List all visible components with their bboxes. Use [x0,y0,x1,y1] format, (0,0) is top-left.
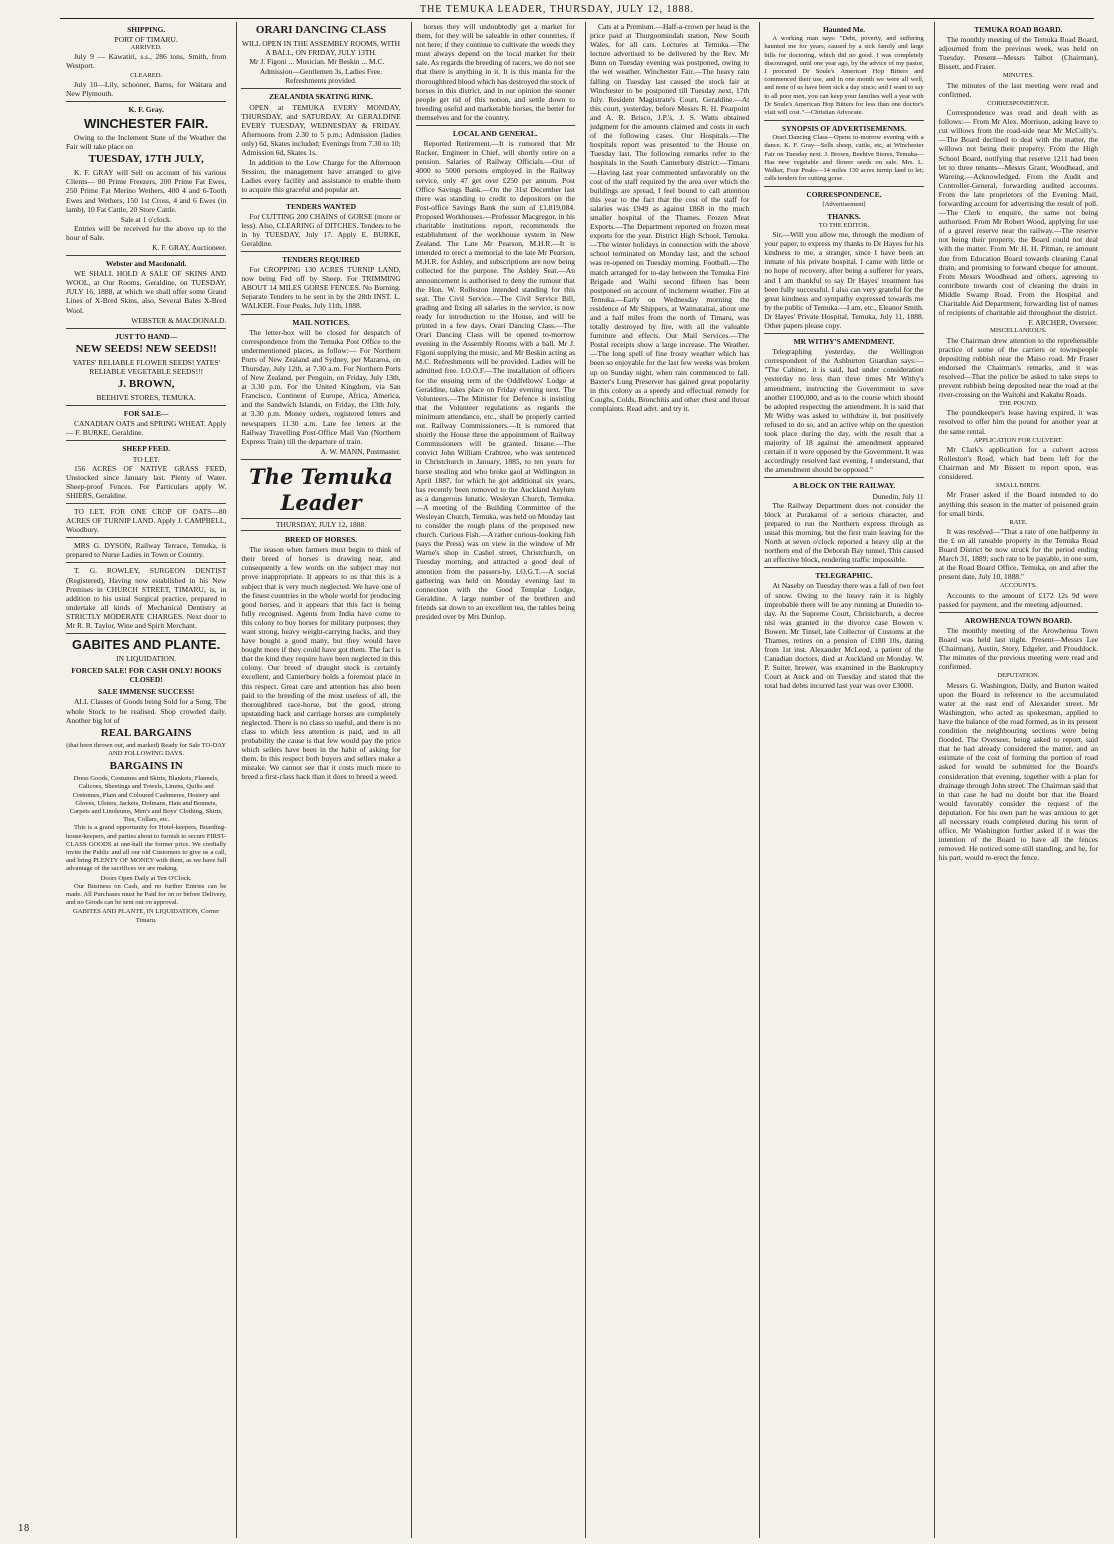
pound-heading: THE POUND. [998,400,1038,408]
telegraphic-body: At Naseby on Tuesday there was a fall of two feet of snow. Owing to the heavy rain it is highly improbable there will be any running at Dunedin to-day. At the Supreme Court, Christchurch, a decree nisi was granted in the divorce case Bowen v. Bowen. Mr Tinsel, late Collector of Customs at the Thames, retires on a pension of £180 10s, dating from 1st inst. Alexander McLeod, a patient of the Canadian doctors, died at Auckland on Monday. W. P. Suiter, brewer, was examined in the Bankruptcy Court at Auck and on Tuesday and stated that the total bad debts incurred last year was over £3000. [764,581,924,691]
winchester-entries: Entries will be received for the above up to the hour of Sale. [66,223,227,242]
brown-sub: BEEHIVE STORES, TEMUKA. [96,393,196,403]
dyson-body: MRS G. DYSON, Railway Terrace, Temuka, is prepared to Nurse Ladies in Town or Country. [66,541,227,560]
webster-body: WE SHALL HOLD A SALE OF SKINS AND WOOL, at Our Rooms, Geraldine, on TUESDAY, JULY 16, 1888, at which we shall offer some Grand Lines of X-Bred Skins, also, Several Bales X-Bred Wool. [66,269,227,315]
seeds-big: NEW SEEDS! NEW SEEDS!! [75,342,217,355]
winchester-heading: WINCHESTER FAIR. [84,116,209,132]
minutes-heading: MINUTES. [1002,72,1034,80]
rowley-body: T. G. ROWLEY, SURGEON DENTIST (Registered), Having now established in his New Premises in CHURCH STREET, TIMARU, is, in addition to his usual Surgical practice, prepared to undertake all kinds of Mechanical Dentistry at STRICTLY MODERATE CHARGES. Next door to Mr R. R. Taylor, Wine and Spirit Merchant. [66,566,227,630]
shipping-heading: SHIPPING. [127,25,166,34]
winchester-sign: K. F. GRAY, Auctioneer. [152,243,227,252]
breed-body: The season when farmers must begin to think of their breed of horses is drawing near, and consequently a few words on the subject may not prove inappropriate. It appears to us that this is a subject that is very much neglected. We have one of the finest countries in the whole world for producing good horses, and it appears that this fact is being fully recognised. Agents from India have come to this colony to buy horses for military purposes; they want strong, heavy weight-carrying backs, and they have bought a good many, but they would have bought more if they could have got them. The fact is that the kind they require have been neglected in this colony. Our breed of draught stock is certainly excellent, and Canterbury holds a foremost place in this respect. Great care and attention has also been paid to the breeding of the most useless of all, the thoroughbred race-horse, but the good, strong upstanding hack and carriage horses are completely neglected. There is no class so useful, and there is no class to which less attention is paid, and in all probability the cause is that few would pay the price which sellers have been in the habit of asking for them. In this respect both buyers and sellers make a mistake. We cannot see that it costs much more to breed a first-class hack than it does to breed a weed. [241,545,401,782]
arowhenua-heading: AROWHENUA TOWN BOARD. [964,615,1072,625]
arowhenua-body: The monthly meeting of the Arowhenua Town Board was held last night. Present—Messrs Lee (Chairman), Austin, Story, Edgeler, and Prouddock. The minutes of the previous meeting were read and confirmed. [938,625,1098,672]
winchester-body: K. F. GRAY will Sell on account of his various Clients— 80 Prime Freezers, 200 Prime Fat Ewes, 250 Prime Fat Merino Wethers, 400 4 and 6-Tooth Ewes and Wethers, 150 1st Cross, 4 and 6 Ewes (in lamb), 10 Fat Cattle, 20 Store Cattle. [66,168,227,214]
top-rule [60,18,1094,19]
issue-date: THURSDAY, JULY 12, 1888. [241,518,400,531]
zealandia-body: OPEN at TEMUKA EVERY MONDAY, THURSDAY, and SATURDAY. At GERALDINE EVERY TUESDAY, WEDNESDAY & FRIDAY. Afternoons from 2.30 to 5 p.m.; Admission (ladies only) 6d, Skates included; Evenings from 7.30 to 10; Admission 6d, Skates 1s. [241,102,401,158]
gray-heading: K. F. Gray. [128,104,164,114]
seeds-heading: JUST TO HAND— [115,331,178,341]
mail-body: The letter-box will be closed for despatch of correspondence from the Temuka Post Office to the undermentioned places, as follow:— For Northern Ports of New Zealand and Sydney, per Mararoa, on Thursday, July 12th, at 7.30 a.m. For Northern Ports of New Zealand, per Penguin, on Friday, July 13th, at 3.30 p.m. For the United Kingdom, via San Francisco, Continent of Europe, Africa, America, and the Sandwich Islands, on Friday, the 13th July, at 3.30 p.m. Money orders, registered letters and newspapers 11.30 a.m. Late fee letters at the Railway Travelling Post-Office Mail Van (Northern Express Train) till the departure of train. [241,327,401,446]
block-heading: A BLOCK ON THE RAILWAY. [792,481,896,491]
oats-body: CANADIAN OATS and SPRING WHEAT. Apply— F. BURKE, Geraldine. [66,419,227,438]
pound-body: The poundkeeper's lease having expired, it was resolved to offer him the pound for another year at the same rental. [938,408,1098,436]
advt-heading: [Advertisement] [822,200,866,208]
correspondence-heading: CORRESPONDENCE. [806,190,882,200]
gabites-sale: SALE IMMENSE SUCCESS! [98,687,195,697]
arrived-line: July 9 — Kawatiri, s.s., 286 tons, Smith, from Westport. [66,52,227,71]
haunted-heading: Haunted Me. [822,25,866,34]
thanks-to: TO THE EDITOR. [818,221,870,229]
sheep-let: TO LET. [132,454,160,464]
column-5 [759,22,927,1538]
local-continued: Cats at a Premium.—Half-a-crown per head is the price paid at Thurgoomindah station, New South Wales, for all cats. Lectures at Temuka.—The lecture advertised to be delivered by the Rev. Mr Bunn on Tuesday evening was postponed, owing to the wet weather. Winchester Fair.—The heavy rain falling on Tuesday last caused the stock fair at Winchester to be postponed till Tuesday next, 17th July. Resident Magistrate's Court, Geraldine.—At this court, yesterday, before Messrs R. H. Pearpoint and A. R. Brisco, J.P.'s, J. S. Watts obtained judgment for the amounts claimed and costs in each of the following cases. Our Hospitals.—The hospitals report was presented to the House on Tuesday last. The following remarks refer to the hospitals in the South Canterbury district:—Timaru—Having last year commented unfavorably on the cost of the staff required by the area over which the buildings are spread, I feel bound to call attention this year to the fact that the cost of the staff for salaries was £949 as against £868 in the much smaller hospital of the Thames. Frozen Meat Exports.—The Department reported on frozen meat exports for the year. District High School, Temuka.—The winter holidays in connection with the above school terminated on Monday last, and the school was re-opened on Tuesday morning. Football.—The match arranged for to-day between the Temuka Fire Brigade and Waihi second fifteen has been postponed on account of inclement weather. Fire at Temuka.—Early on Wednesday morning the residence of Mr Shippers, at Waimataitai, about one and a half miles from the north of Timaru, was totally destroyed by fire, with all the valuable furniture and effects. Our Mail Services.—The Postal receipts show a large increase. The Weather.—The long spell of fine frosty weather which has been so enjoyable for the last few weeks was broken up on Sunday night, when rain commenced to fall. Baxter's Lung Preserver has gained great popularity in this colony as a speedy and effectual remedy for Coughs, Colds, Bronchitis and other chest and throat complaints. Read advt. and try it. [589,22,750,413]
column-6 [934,22,1102,1538]
culvert-heading: APPLICATION FOR CULVERT. [973,436,1063,444]
deputation-heading: DEPUTATION. [997,672,1040,680]
gabites-terms: Our Business on Cash, and no further Entries can be made. All Purchases must be Paid for on or before Delivery, and no Goods can be sent out on approval. [66,882,227,907]
synopsis-heading: SYNOPSIS OF ADVERTISEMENMS. [781,124,907,134]
small-birds-body: Mr Fraser asked if the Board intended to do anything this season in the matter of poisoned grain for small birds. [938,490,1098,518]
sheep-body: 156 ACRES OF NATIVE GRASS FEED, Unstocked since January last. Plenty of Water. Sheep-proof Fences. For Particulars apply W. SHIERS, Geraldine. [66,463,227,500]
cleared-line: July 10—Lily, schooner, Barns, for Waitara and New Plymouth. [66,79,227,98]
synopsis-body: Orari Dancing Class—Opens to-morrow evening with a dance. K. F. Gray—Sells sheep, cattle, etc, at Winchester Fair on Tuesday next. J. Brown, Beehive Stores, Temuka—Has new vegetable and flower seeds on sale. Mrs. L. Walker, Four Peaks—14 miles 130 acres turnip land to let; calls tenders for cutting gorse. [764,134,924,183]
gabites-sign: GABITES AND PLANTE, IN LIQUIDATION, Corner Timaru. [73,908,220,924]
tenders1-body: For CUTTING 200 CHAINS of GORSE (more or less). Also, CLEARING of DITCHES. Tenders to be in by TUESDAY, July 17. Apply E. BURKE, Geraldine. [241,211,401,248]
rate-heading: RATE. [1009,518,1028,526]
brown-heading: J. BROWN, [117,378,175,391]
orari-refresh: Refreshments provided. [285,76,357,86]
orari-mr: Mr J. Figoni ... Musician. Mr Beskin ... M.C. [249,57,385,67]
tenders1-heading: TENDERS WANTED [285,201,357,211]
masthead: THE TEMUKA LEADER, THURSDAY, JULY 12, 1888. [419,4,695,15]
page-number: 18 [18,1524,30,1534]
gabites-doors: Doors Open Daily at Ten O'Clock. [100,874,192,882]
road-corr-body: Correspondence was read and dealt with as follows:— From Mr Alex. Morrison, asking leave to cut willows from the road-side near Mr McCully's.—The Board declined to deal with the matter, the willows not being their property. From the High School Board, notifying that reserve 1211 had been let to three tenants—Messrs Grant, Woodhead, and Wareing.—Acknowledged. From the Audit and Controller-General, forwarding audited accounts. From the late proprietors of the Evening Mail, forwarding account for advertising the result of poll.—The Clerk to enquire, the same not being authorised. From Mr Robert Wood, applying for use of a gravel reserve near the railway.—The reserve not being their property, the Board could not deal with the matter. From Mr H. H. Pitman, re amount due from Education Board towards cleaning Canal drain, and promising to forward cheque for amount. From Messrs Woodhead and others, agreeing to contribute towards cost of cleaning the drain in Middle Swamp Road. From the Hospital and Charitable Aid Department, forwarding list of names of recipients of charitable aid throughout the district. [938,108,1098,318]
withy-heading: MR WITHY'S AMENDMENT. [793,337,895,347]
oats-heading: FOR SALE— [123,409,169,419]
orari-body: WILL OPEN IN THE ASSEMBLY ROOMS, WITH A BALL, ON FRIDAY, JULY 13TH. [241,39,401,58]
road-board-heading: TEMUKA ROAD BOARD. [974,25,1063,34]
zealandia-more: In addition to the Low Charge for the Afternoon Session, the management have arranged to give Ladies every facility and assistance to enable them to acquire this graceful and popular art. [241,158,401,195]
gabites-bargains: REAL BARGAINS [100,726,192,739]
horses-continued: horses they will undoubtedly get a market for them, for they will be saleable in other countries, if not here; if they continue to cultivate the weeds they must always depend on the local market for their sale. As regards the breeding of racers, we do not see that there is anything in it. It is this mania for the thoroughbred blood which has destroyed the stock of horses in this district, and in our opinion the sooner people get rid of this notion, and settle down to breeding useful and marketable horses, the better for themselves and for the country. [415,22,575,122]
culvert-body: Mr Clark's application for a culvert across Rolleston's Road, which had been left for the Chairman and Mr Bissett to report upon, was considered. [938,444,1098,482]
gabites-body: ALL Classes of Goods being Sold for a Song. The whole Stock to be realised. Shop crowded daily. Another big lot of [66,697,227,725]
accounts-body: Accounts to the amount of £172 12s 9d were passed for payment, and the meeting adjourned. [938,590,1098,609]
thanks-heading: THANKS. [827,211,861,221]
webster-heading: Webster and Macdonald. [105,259,187,269]
column-2 [236,22,404,1538]
port-heading: PORT OF TIMARU. [114,35,178,45]
column-3 [411,22,579,1538]
winchester-sale: Sale at 1 o'clock. [120,214,172,224]
road-board-body: The monthly meeting of the Temuka Road Board, adjourned from the previous week, was held on Tuesday. Present—Messrs Talbot (Chairman), Bissett, and Fraser. [938,35,1098,72]
block-body: The Railway Department does not consider the block at Purakanui of a serious character, and prepared to run the Northern express through as usual this morning, but the first train leaving for the North at seven o'clock reported a heavy slip at the northern end of the Deborah Bay tunnel. This caused an effective block, rendering traffic impossible. [764,500,924,565]
block-dateline: Dunedin, July 11 [872,491,924,501]
orari-heading: ORARI DANCING CLASS [255,24,387,36]
mail-heading: MAIL NOTICES. [292,317,350,327]
accounts-heading: ACCOUNTS. [999,582,1037,590]
orari-admission: Admission—Gentlemen 3s, Ladies Free. [259,67,383,77]
winchester-date: TUESDAY, 17TH JULY, [88,153,204,166]
newspaper-title: The Temuka Leader [249,463,393,515]
arrived-heading: ARRIVED. [130,44,162,52]
haunted-body: A working man says: "Debt, poverty, and suffering haunted me for years, caused by a sick family and large bills for doctoring, which did no good. I was completely discouraged, until one year ago, by the advice of my pastor, I procured Dr Soule's American Hop Bitters and commenced their use, and in one month we were all well, and none of us have been sick a day since; and I want to say to all poor men, you can keep your families well a year with Dr Soule's American Hop Bitters for less than one doctor's visit will cost."—Christian Advocate. [764,35,924,116]
mail-sign: A. W. MANN, Postmaster. [320,446,401,456]
gabites-list: Dress Goods, Costumes and Skirts, Blankets, Flannels, Calicoes, Sheetings and Towels, Linens, Quilts and Cretonnes, Plain and Coloured Cashmeres, Hosiery and Gloves, Ulsters, Jackets, Dolmans, Hats and Bonnets, Carpets and Linoleums, Men's and Boys' Clothing, Shirts, Ties, Collars, etc. [69,775,223,824]
local-body: Reported Retirement.—It is rumored that Mr Rucker, Engineer in Chief, will shortly retire on a pension. Salaries of Railway Officials.—Out of 4000 to 5000 persons employed in the Railway service, only 47 get over £250 per annum. Post Office Savings Bank.—On the 31st December last there was standing to credit to depositors on the Post-office Savings Bank the sum of £1,819,084. Proposed Workhouses.—Professor Macgregor, in his charitable institutions report, recommends the establishment of the workhouse system in New Zealand. The Late Mr Pearson, M.H.R.—It is intended to erect a memorial to the late Mr Pearson, M.H.R. for Ashley, and subscriptions are now being collected for the purpose. The Ashley Seat.—An announcement is authorised to deny the rumour that the Hon. W. Rolleston intended standing for this seat. The Civil Service.—The Civil Service Bill, grading and fixing all salaries in the service, is now ready for introduction to the House, and will be printed in a few days. Orari Dancing Class.—The Orari Dancing Class will be opened to-morrow evening in the Assembly Rooms with a ball. Mr J. Figoni supplying the music, and Mr Beskin acting as M.C. Refreshments will be provided. Ladies will be admitted free. I.O.O.F.—The installation of officers for the ensuing term of the Oddfellows' Lodge at Geraldine, takes place on Friday evening next. The Volunteers.—The Minister for Defence is insisting that the Volunteer regulations as regards the minimum attendance, etc., shall be properly carried out. Railway Commissioners.—It is rumored that shortly the House three the appointment of Railway Commissioners will be granted. Insane.—The convict John William Crabtree, who was sentenced in Christchurch in January, 1885, to ten years for horse stealing and who broke gaol at Wellington in April 1887, for which he got additional six years, has recently been removed to the Auckland Asylum as a dangerous lunatic. Wesleyan Church, Temuka.—A meeting of the Building Committee of the Wesleyan Church, Temuka, was held on Monday last to consider the rough plans of the proposed new church. Curious Fish.—A rather curious-looking fish (says the Press) was on view in the window of Mr Warne's shop in Cashel street, Christchurch, on Tuesday morning, and attracted a good deal of attention from the passers-by. I.O.G.T.—A social gathering was held on Monday evening last in connection with the Good Templar Lodge, Geraldine. A large number of the brethren and friends sat down to an excellent tea, the tables being presided over by Mrs Dunlop. [415,139,575,621]
minutes-body: The minutes of the last meeting were read and confirmed. [938,80,1098,99]
column-4 [585,22,753,1538]
seeds-body: YATES' RELIABLE FLOWER SEEDS! YATES' RELIABLE VEGETABLE SEEDS!!! [72,357,220,376]
gabites-big: BARGAINS IN [109,760,183,773]
zealandia-heading: ZEALANDIA SKATING RINK. [269,92,373,102]
rate-body: It was resolved—"That a rate of one halfpenny in the £ on all rateable property in the Temuka Road Board District be now struck for the period ending March 31, 1889; such rate to be payable, in one sum, at the Road Board Office, Temuka, on and after the present date, July 10, 1888." [938,526,1098,582]
winchester-intro: Owing to the Inclement State of the Weather the Fair will take place on [66,133,227,152]
misc-body: The Chairman drew attention to the reprehensible practice of some of the carriers or townspeople depositing rubbish near the Maiso road. Mr Fraser endorsed the Chairman's remarks, and it was resolved—That the police be asked to take steps to prevent rubbish being deposited near the road at the river-crossing on the Waitohi and Kakahu Roads. [938,335,1098,400]
road-corr-heading: CORRESPONDENCE. [987,99,1050,107]
column-1 [62,22,230,1538]
withy-body: Telegraphing yesterday, the Wellington correspondent of the Ashburton Guardian says:— "The Cabinet, it is said, had under consideration yesterday no less than three times Mr Withy's amendment, instructing the Government to save another £100,000, and as to the course which should be adopted respecting the amendment. It is said that Mr Withy was asked to withdraw it, but positively refused to do so, and an active whip on the question took place during the day, with the result that a majority of 18 against the amendment appeared certain if it were opposed by the Government. It was accordingly resolved last evening, I understand, that the amendment should be opposed." [764,347,924,475]
small-birds-heading: SMALL BIRDS. [995,482,1041,490]
columns [62,22,1102,1538]
crop-body: TO LET, FOR ONE CROP OF OATS—80 ACRES OF TURNIP LAND. Apply J. CAMPBELL, Woodbury. [66,506,227,535]
cleared-heading: CLEARED. [130,71,163,79]
breed-heading: BREED OF HORSES. [284,535,357,545]
tenders2-heading: TENDERS REQUIRED [282,254,360,264]
sheep-heading: SHEEP FEED. [122,444,171,454]
telegraphic-heading: TELEGRAPHIC. [815,571,873,581]
webster-sign: WEBSTER & MACDONALD. [131,315,227,325]
misc-heading: MISCELLANEOUS. [990,327,1047,335]
thanks-body: Sir,—Will you allow me, through the medium of your paper, to express my thanks to Dr Hayes for his kindness to me, a stranger, since I have been an inmate of his private hospital. I came with little or no hope of recovery, after being a sufferer for years, and I am thankful to say Dr Hayes' treatment has been fully successful. I also can very grateful for the great kindness and sympathy expressed towards me by the public of Temuka.—I am, etc., Eleanor Smith. Dr Hayes' Private Hospital, Temuka, July 11, 1888. Other papers please copy. [764,230,924,330]
gabites-heading: GABITES AND PLANTE. [72,637,221,653]
gabites-forced: FORCED SALE! FOR CASH ONLY! BOOKS CLOSED! [71,666,222,685]
deputation-body: Messrs G. Washington, Daily, and Burton waited upon the Board in reference to the accumulated water at the east end of Alexander street. Mr Washington, who acted as spokesman, applied to have the balance of the road formed, as in its present condition the neighbouring sections were being flooded. The Overseer, being asked to report, said that he had already considered the matter, and an estimate of the cost of forming the portion of road asked for would be submitted for the Board's consideration that evening, together with a plan for drainage through John street. The Chairman said that in that case he had no doubt but that the Board would favorably consider the request of the deputation. For his own part he was anxious to get all necessary roads completed during his term of office. Mr Washington further asked if it was the intention of the Board to have all the fences removed. He noticed some still standing, and he, for his part, would re-erect the fence. [938,680,1098,863]
gabites-sub: IN LIQUIDATION. [116,654,177,664]
archer-sign: F. ARCHER, Overseer. [1028,318,1098,328]
tenders2-body: For CROPPING 130 ACRES TURNIP LAND, now being Fed off by Sheep. For TRIMMING ABOUT 14 MILES GORSE FENCES. No Burning. Separate Tenders to be sent in by the 28th INST. L. WALKER. Four Peaks, July 11th, 1888. [241,265,401,311]
gabites-opp: This is a grand opportunity for Hotel-keepers, Boarding-house-keepers, and parties about to furnish to secure FIRST-CLASS GOODS at one-half the former price. We cordially invite the Public and all our old Customers to give us a call, and bring PLENTY OF MONEY with them, as we have full advantage of the sacrifices we are making. [66,824,227,873]
local-heading: LOCAL AND GENERAL. [452,129,538,139]
gabites-more: (that been thrown out, and marked) Ready for Sale TO-DAY AND FOLLOWING DAYS. [66,741,227,757]
